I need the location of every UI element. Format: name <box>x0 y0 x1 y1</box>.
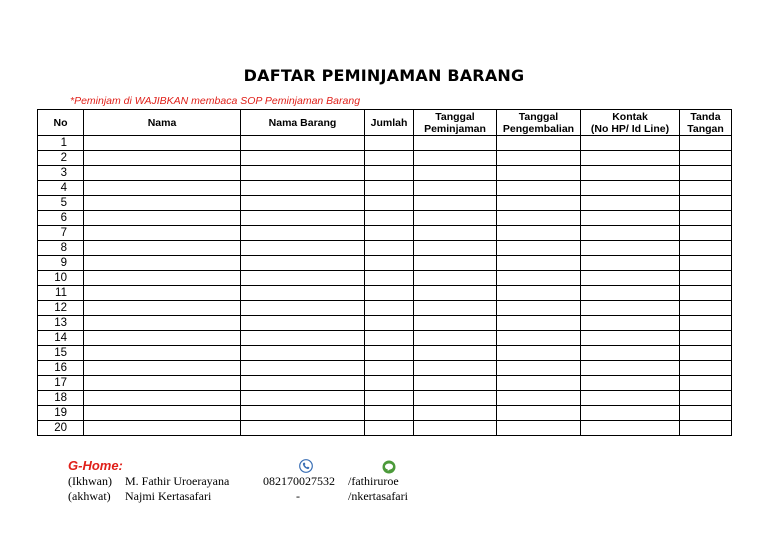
cell-nama-barang <box>241 331 365 346</box>
contact-name: Najmi Kertasafari <box>125 489 212 503</box>
table-row <box>38 256 732 271</box>
cell-nama <box>84 376 241 391</box>
cell-tanda-tangan <box>680 316 732 331</box>
cell-nama <box>84 136 241 151</box>
cell-tanggal-peminjaman <box>414 181 497 196</box>
table-row <box>38 331 732 346</box>
cell-tanda-tangan <box>680 271 732 286</box>
cell-jumlah <box>365 361 414 376</box>
cell-tanggal-peminjaman <box>414 286 497 301</box>
cell-nama-barang <box>241 181 365 196</box>
cell-tanggal-peminjaman <box>414 151 497 166</box>
cell-nama <box>84 181 241 196</box>
column-header-text: Nama Barang <box>268 116 337 129</box>
contact-name: M. Fathir Uroerayana <box>125 474 230 488</box>
cell-kontak <box>581 331 680 346</box>
cell-jumlah <box>365 316 414 331</box>
cell-nama <box>84 361 241 376</box>
table-row <box>38 211 732 226</box>
cell-nama <box>84 151 241 166</box>
cell-kontak <box>581 361 680 376</box>
table-row <box>38 346 732 361</box>
row-number: 10 <box>38 271 84 286</box>
column-header-text: Tanggal <box>435 110 475 123</box>
row-number: 12 <box>38 301 84 316</box>
cell-tanggal-pengembalian <box>497 256 581 271</box>
cell-jumlah <box>365 421 414 436</box>
row-number: 6 <box>38 211 84 226</box>
cell-tanggal-peminjaman <box>414 421 497 436</box>
line-app-icon <box>382 460 396 474</box>
cell-tanggal-peminjaman <box>414 346 497 361</box>
cell-kontak <box>581 421 680 436</box>
cell-jumlah <box>365 301 414 316</box>
cell-kontak <box>581 256 680 271</box>
cell-nama-barang <box>241 211 365 226</box>
row-number: 13 <box>38 316 84 331</box>
cell-nama <box>84 271 241 286</box>
cell-kontak <box>581 406 680 421</box>
column-header-jumlah <box>365 110 414 136</box>
column-header-kontak <box>581 110 680 136</box>
table-row <box>38 316 732 331</box>
cell-tanda-tangan <box>680 361 732 376</box>
column-header-text: Tanggal <box>518 110 559 123</box>
cell-tanda-tangan <box>680 211 732 226</box>
cell-tanda-tangan <box>680 346 732 361</box>
cell-jumlah <box>365 376 414 391</box>
row-number: 2 <box>38 151 84 166</box>
cell-tanda-tangan <box>680 256 732 271</box>
cell-tanggal-peminjaman <box>414 166 497 181</box>
loan-register-table <box>37 109 732 436</box>
row-number: 14 <box>38 331 84 346</box>
cell-tanggal-peminjaman <box>414 271 497 286</box>
cell-nama-barang <box>241 316 365 331</box>
cell-kontak <box>581 211 680 226</box>
cell-nama-barang <box>241 136 365 151</box>
cell-jumlah <box>365 151 414 166</box>
column-header-nama-barang <box>241 110 365 136</box>
cell-kontak <box>581 346 680 361</box>
cell-kontak <box>581 166 680 181</box>
cell-tanggal-pengembalian <box>497 166 581 181</box>
table-row <box>38 196 732 211</box>
cell-tanda-tangan <box>680 136 732 151</box>
cell-tanda-tangan <box>680 421 732 436</box>
footer <box>68 458 123 473</box>
cell-jumlah <box>365 391 414 406</box>
cell-tanda-tangan <box>680 376 732 391</box>
sop-notice: *Peminjam di WAJIBKAN membaca SOP Peminjaman Barang <box>70 95 361 107</box>
row-number: 17 <box>38 376 84 391</box>
cell-nama-barang <box>241 421 365 436</box>
cell-tanggal-pengembalian <box>497 406 581 421</box>
cell-nama-barang <box>241 256 365 271</box>
cell-tanggal-peminjaman <box>414 316 497 331</box>
cell-kontak <box>581 151 680 166</box>
cell-kontak <box>581 301 680 316</box>
cell-kontak <box>581 196 680 211</box>
table-row <box>38 151 732 166</box>
row-number: 19 <box>38 406 84 421</box>
cell-nama <box>84 391 241 406</box>
cell-tanggal-peminjaman <box>414 196 497 211</box>
document-title: DAFTAR PEMINJAMAN BARANG <box>243 66 525 85</box>
column-header-text: Jumlah <box>370 116 408 129</box>
cell-kontak <box>581 136 680 151</box>
cell-nama-barang <box>241 286 365 301</box>
table-row <box>38 241 732 256</box>
cell-tanda-tangan <box>680 226 732 241</box>
cell-kontak <box>581 241 680 256</box>
table-row <box>38 301 732 316</box>
contact-line-id: /fathiruroe <box>348 474 399 488</box>
cell-nama-barang <box>241 226 365 241</box>
cell-tanggal-peminjaman <box>414 301 497 316</box>
cell-nama-barang <box>241 271 365 286</box>
cell-jumlah <box>365 196 414 211</box>
brand-label: G-Home: <box>68 458 123 473</box>
cell-tanggal-pengembalian <box>497 346 581 361</box>
cell-nama <box>84 331 241 346</box>
cell-tanggal-pengembalian <box>497 136 581 151</box>
cell-tanda-tangan <box>680 166 732 181</box>
cell-nama <box>84 316 241 331</box>
cell-tanggal-pengembalian <box>497 286 581 301</box>
cell-nama <box>84 301 241 316</box>
column-header-text: Tanda <box>690 110 721 123</box>
cell-tanggal-pengembalian <box>497 226 581 241</box>
cell-tanggal-peminjaman <box>414 391 497 406</box>
row-number: 7 <box>38 226 84 241</box>
cell-nama-barang <box>241 361 365 376</box>
table-row <box>38 361 732 376</box>
contact-phone: - <box>296 489 300 503</box>
column-header-text: No <box>53 116 68 129</box>
cell-nama-barang <box>241 391 365 406</box>
table-row <box>38 376 732 391</box>
contact-row-akhwat <box>68 489 111 504</box>
cell-tanggal-peminjaman <box>414 406 497 421</box>
cell-nama <box>84 406 241 421</box>
cell-tanggal-pengembalian <box>497 331 581 346</box>
row-number: 11 <box>38 286 84 301</box>
phone-icon <box>299 459 313 473</box>
table-row <box>38 271 732 286</box>
cell-nama <box>84 421 241 436</box>
cell-nama-barang <box>241 151 365 166</box>
cell-jumlah <box>365 256 414 271</box>
cell-tanggal-peminjaman <box>414 241 497 256</box>
cell-jumlah <box>365 166 414 181</box>
table-header-row <box>38 110 732 136</box>
cell-tanggal-pengembalian <box>497 211 581 226</box>
column-header-text: Kontak <box>612 110 648 123</box>
column-header-tanggal-pengembalian <box>497 110 581 136</box>
column-header-nama <box>84 110 241 136</box>
table-row <box>38 406 732 421</box>
cell-tanggal-pengembalian <box>497 151 581 166</box>
cell-tanggal-peminjaman <box>414 331 497 346</box>
cell-jumlah <box>365 136 414 151</box>
column-header-tanda-tangan <box>680 110 732 136</box>
cell-tanggal-pengembalian <box>497 391 581 406</box>
cell-tanggal-pengembalian <box>497 271 581 286</box>
cell-nama <box>84 166 241 181</box>
cell-nama <box>84 286 241 301</box>
cell-tanggal-peminjaman <box>414 136 497 151</box>
cell-nama-barang <box>241 196 365 211</box>
cell-tanda-tangan <box>680 286 732 301</box>
cell-nama-barang <box>241 301 365 316</box>
table-row <box>38 226 732 241</box>
row-number: 20 <box>38 421 84 436</box>
cell-tanda-tangan <box>680 196 732 211</box>
cell-tanggal-pengembalian <box>497 316 581 331</box>
row-number: 5 <box>38 196 84 211</box>
row-number: 15 <box>38 346 84 361</box>
column-header-text: Peminjaman <box>424 122 486 135</box>
table-row <box>38 181 732 196</box>
cell-tanggal-pengembalian <box>497 361 581 376</box>
cell-tanggal-pengembalian <box>497 421 581 436</box>
table-row <box>38 286 732 301</box>
cell-tanda-tangan <box>680 181 732 196</box>
cell-tanggal-peminjaman <box>414 256 497 271</box>
cell-tanggal-pengembalian <box>497 241 581 256</box>
cell-nama <box>84 226 241 241</box>
column-header-text: Nama <box>147 116 177 129</box>
table-row <box>38 391 732 406</box>
column-header-tanggal-peminjaman <box>414 110 497 136</box>
cell-tanda-tangan <box>680 301 732 316</box>
cell-tanda-tangan <box>680 241 732 256</box>
contact-row-ikhwan <box>68 474 112 489</box>
row-number: 16 <box>38 361 84 376</box>
cell-jumlah <box>365 331 414 346</box>
cell-kontak <box>581 286 680 301</box>
cell-nama-barang <box>241 346 365 361</box>
cell-jumlah <box>365 211 414 226</box>
contact-phone: 082170027532 <box>263 474 335 488</box>
cell-jumlah <box>365 286 414 301</box>
cell-tanggal-pengembalian <box>497 301 581 316</box>
cell-nama-barang <box>241 166 365 181</box>
table-row <box>38 136 732 151</box>
cell-jumlah <box>365 346 414 361</box>
cell-nama <box>84 211 241 226</box>
cell-jumlah <box>365 406 414 421</box>
cell-tanggal-peminjaman <box>414 211 497 226</box>
cell-tanggal-pengembalian <box>497 196 581 211</box>
cell-tanggal-pengembalian <box>497 181 581 196</box>
cell-tanggal-peminjaman <box>414 226 497 241</box>
row-number: 18 <box>38 391 84 406</box>
row-number: 8 <box>38 241 84 256</box>
cell-tanda-tangan <box>680 331 732 346</box>
row-number: 3 <box>38 166 84 181</box>
cell-nama <box>84 241 241 256</box>
column-header-no <box>38 110 84 136</box>
contact-line-id: /nkertasafari <box>348 489 408 503</box>
cell-nama-barang <box>241 406 365 421</box>
cell-tanda-tangan <box>680 151 732 166</box>
column-header-text: (No HP/ Id Line) <box>590 122 670 135</box>
contact-group: (akhwat) <box>68 489 111 503</box>
cell-jumlah <box>365 241 414 256</box>
cell-nama <box>84 256 241 271</box>
cell-kontak <box>581 181 680 196</box>
cell-jumlah <box>365 226 414 241</box>
cell-kontak <box>581 391 680 406</box>
cell-kontak <box>581 376 680 391</box>
table-row <box>38 166 732 181</box>
cell-jumlah <box>365 271 414 286</box>
cell-nama-barang <box>241 241 365 256</box>
row-number: 1 <box>38 136 84 151</box>
row-number: 4 <box>38 181 84 196</box>
cell-nama <box>84 196 241 211</box>
cell-kontak <box>581 271 680 286</box>
row-number: 9 <box>38 256 84 271</box>
cell-tanggal-peminjaman <box>414 361 497 376</box>
cell-tanda-tangan <box>680 391 732 406</box>
column-header-text: Tangan <box>687 122 724 135</box>
column-header-text: Pengembalian <box>502 122 575 135</box>
contact-group: (Ikhwan) <box>68 474 112 488</box>
cell-tanggal-pengembalian <box>497 376 581 391</box>
cell-nama <box>84 346 241 361</box>
cell-kontak <box>581 226 680 241</box>
cell-nama-barang <box>241 376 365 391</box>
cell-jumlah <box>365 181 414 196</box>
table-body <box>38 136 732 436</box>
cell-tanggal-peminjaman <box>414 376 497 391</box>
cell-tanda-tangan <box>680 406 732 421</box>
table-row <box>38 421 732 436</box>
cell-kontak <box>581 316 680 331</box>
